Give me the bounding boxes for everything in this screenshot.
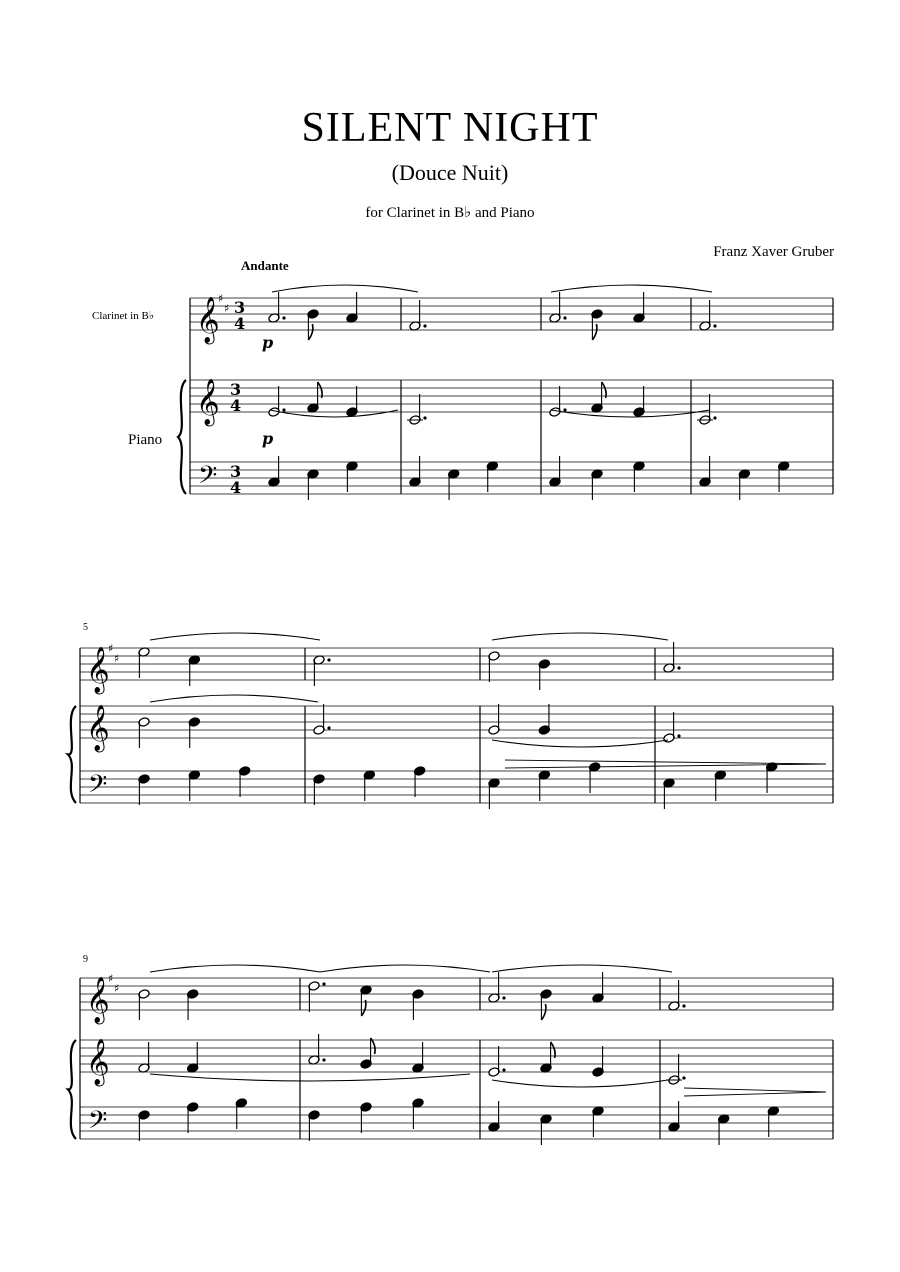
bass-clef-icon: 𝄢 [88, 770, 108, 805]
key-signature-sharp: ♯ [108, 972, 114, 985]
slur [551, 285, 712, 292]
composer-name: Franz Xaver Gruber [713, 244, 834, 260]
treble-clef-icon: 𝄞 [196, 297, 220, 343]
piano-brace [178, 380, 186, 494]
key-signature-sharp: ♯ [224, 302, 230, 315]
score-title: SILENT NIGHT [301, 105, 599, 151]
slur [270, 410, 398, 417]
augmentation-dot [327, 658, 330, 661]
piano-brace [68, 706, 76, 803]
augmentation-dot [677, 666, 680, 669]
time-signature: 3 [230, 462, 242, 481]
dynamic-marking: p [262, 333, 274, 352]
slur [150, 695, 318, 702]
slur [551, 410, 710, 417]
piano-brace [68, 1040, 76, 1139]
bass-clef-icon: 𝄢 [198, 461, 218, 496]
augmentation-dot [677, 734, 680, 737]
time-signature: 3 [230, 380, 242, 399]
augmentation-dot [322, 1058, 325, 1061]
augmentation-dot [502, 1068, 505, 1071]
augmentation-dot [502, 996, 505, 999]
time-signature: 4 [234, 314, 246, 333]
augmentation-dot [563, 408, 566, 411]
score-subtitle: (Douce Nuit) [391, 160, 509, 185]
slur [492, 740, 668, 747]
slur [150, 965, 320, 972]
time-signature: 3 [234, 298, 246, 317]
augmentation-dot [282, 408, 285, 411]
note-flag [541, 1004, 546, 1020]
treble-clef-icon: 𝄞 [86, 977, 110, 1023]
key-signature-sharp: ♯ [114, 652, 120, 665]
measure-number: 5 [83, 622, 88, 633]
key-signature-sharp: ♯ [218, 292, 224, 305]
slur [150, 633, 320, 640]
slur [272, 285, 418, 292]
clarinet-part-label: Clarinet in B♭ [92, 310, 155, 322]
time-signature: 4 [230, 396, 242, 415]
note-flag [592, 324, 597, 340]
crescendo-hairpin [505, 760, 826, 768]
augmentation-dot [423, 416, 426, 419]
time-signature: 4 [230, 478, 242, 497]
piano-part-label: Piano [128, 432, 163, 448]
measure-number: 9 [83, 954, 88, 965]
dynamic-marking: p [262, 429, 274, 448]
augmentation-dot [682, 1076, 685, 1079]
slur [492, 633, 668, 640]
key-signature-sharp: ♯ [108, 642, 114, 655]
augmentation-dot [322, 982, 325, 985]
decrescendo-hairpin [684, 1088, 826, 1096]
augmentation-dot [282, 316, 285, 319]
augmentation-dot [327, 726, 330, 729]
slur [492, 1080, 668, 1087]
key-signature-sharp: ♯ [114, 982, 120, 995]
treble-clef-icon: 𝄞 [196, 379, 220, 425]
augmentation-dot [423, 324, 426, 327]
bass-clef-icon: 𝄢 [88, 1106, 108, 1141]
slur [150, 1074, 470, 1081]
augmentation-dot [563, 316, 566, 319]
augmentation-dot [682, 1004, 685, 1007]
augmentation-dot [713, 324, 716, 327]
slur [320, 965, 490, 972]
slur [492, 965, 672, 972]
treble-clef-icon: 𝄞 [86, 1039, 110, 1085]
note-flag [308, 324, 313, 340]
tempo-marking: Andante [241, 258, 289, 273]
augmentation-dot [713, 416, 716, 419]
treble-clef-icon: 𝄞 [86, 705, 110, 751]
treble-clef-icon: 𝄞 [86, 647, 110, 693]
instrumentation: for Clarinet in B♭ and Piano [365, 205, 535, 221]
